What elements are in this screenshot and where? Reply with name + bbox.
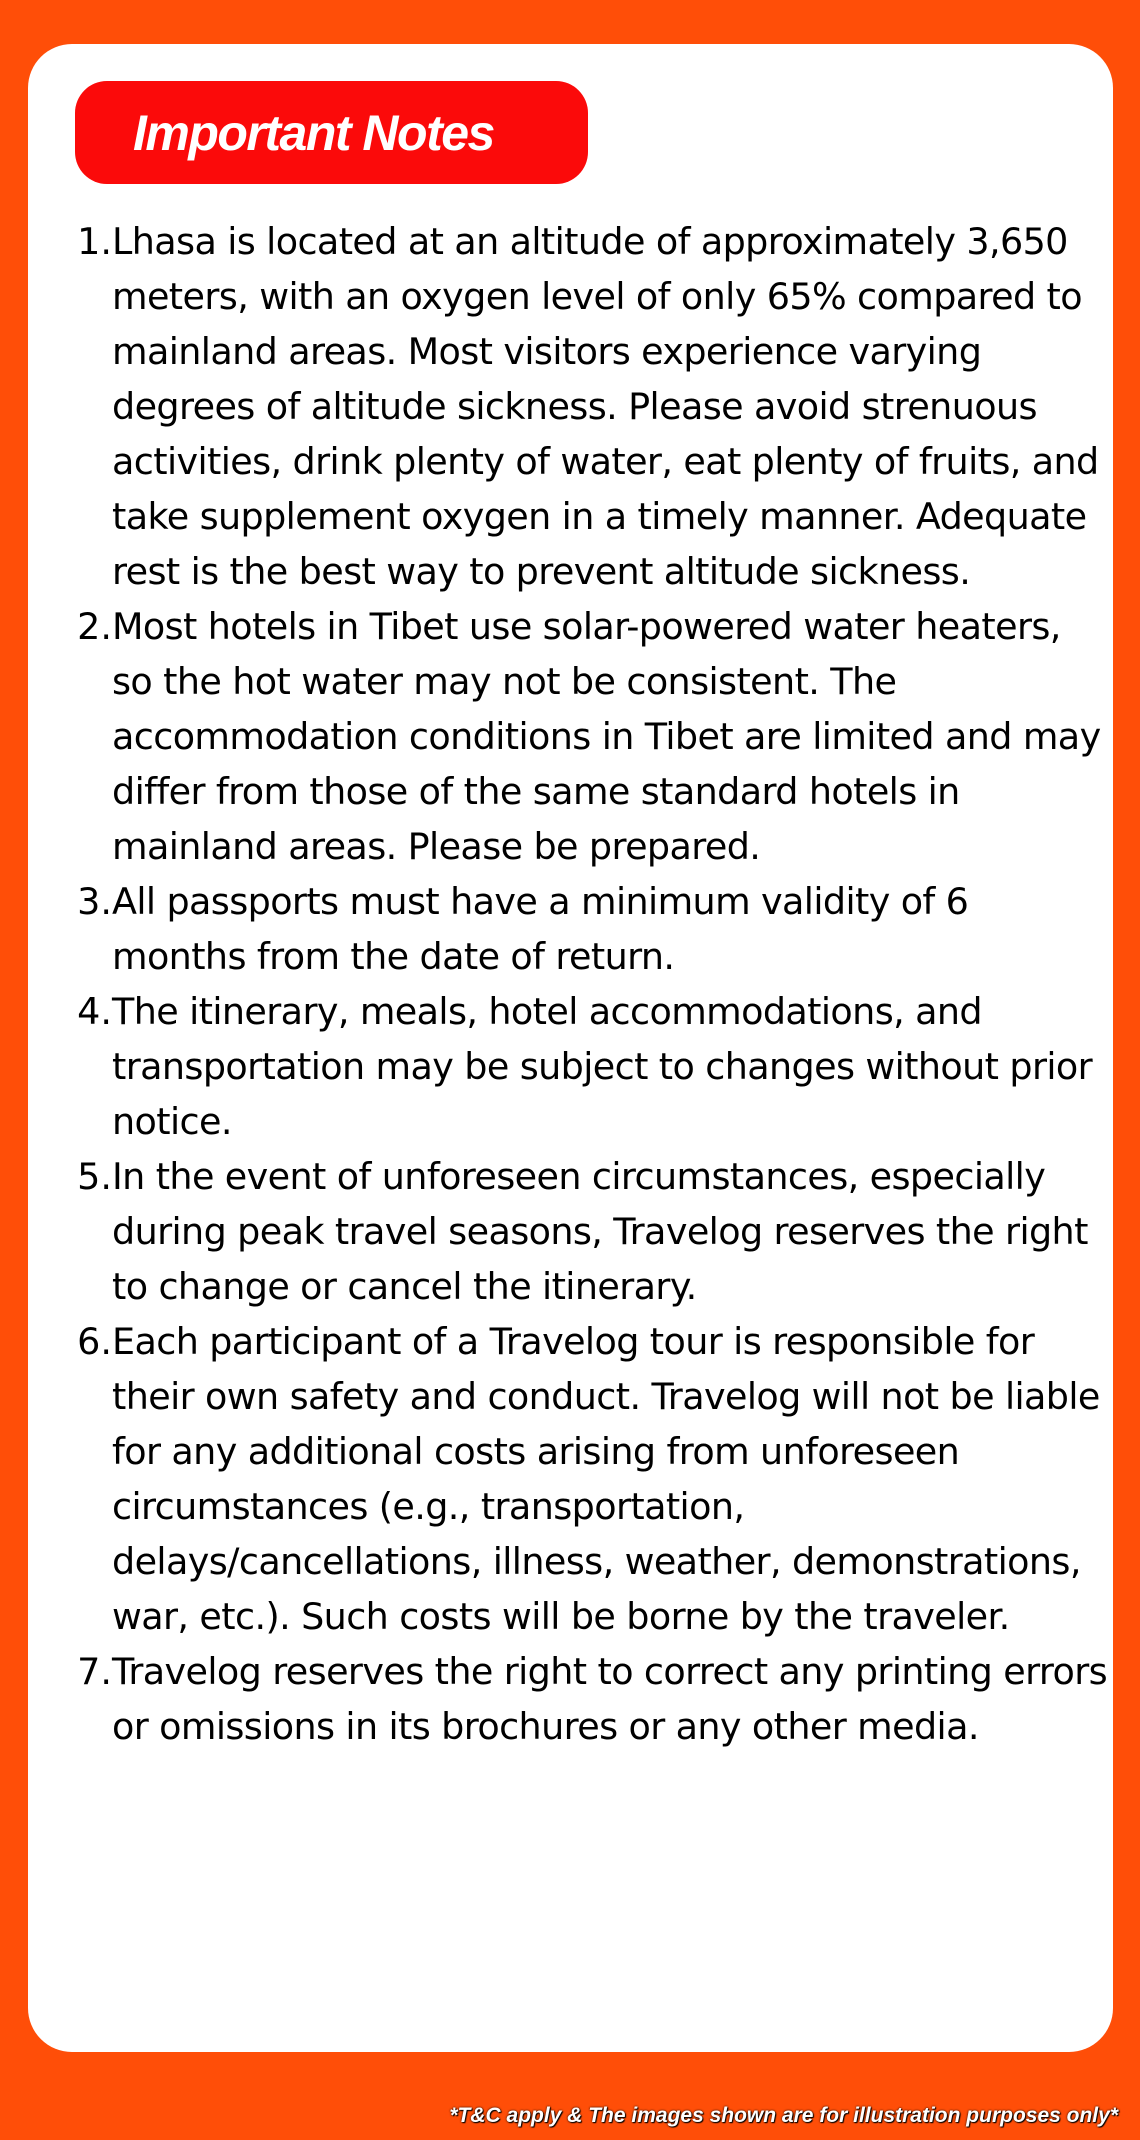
title-banner	[75, 81, 588, 184]
note-number: 3.	[77, 880, 112, 923]
footer-disclaimer: *T&C apply & The images shown are for illustration purposes only*	[449, 2104, 1118, 2127]
note-item-3	[72, 874, 1108, 984]
page-title: Important Notes	[133, 104, 494, 161]
note-text: The itinerary, meals, hotel accommodations, and transportation may be subject to changes without prior notice.	[112, 990, 1093, 1143]
notes-card	[28, 44, 1113, 2052]
note-text: Travelog reserves the right to correct any printing errors or omissions in its brochures or any other media.	[112, 1650, 1108, 1748]
note-item-4	[72, 984, 1108, 1149]
note-text: Lhasa is located at an altitude of approximately 3,650 meters, with an oxygen level of only 65% compared to mainland areas. Most visitors experience varying degrees of altitude sickness. Please avoid strenuous activities, drink plenty of water, eat plenty of fruits, and take supplement oxygen in a timely manner. Adequate rest is the best way to prevent altitude sickness.	[112, 220, 1099, 593]
note-item-7	[72, 1644, 1108, 1754]
note-item-6	[72, 1314, 1108, 1644]
note-text: In the event of unforeseen circumstances, especially during peak travel seasons, Travelog reserves the right to change or cancel the itinerary.	[112, 1155, 1088, 1308]
note-number: 4.	[77, 990, 112, 1033]
note-number: 6.	[77, 1320, 112, 1363]
note-number: 1.	[77, 220, 112, 263]
note-text: Most hotels in Tibet use solar-powered water heaters, so the hot water may not be consistent. The accommodation conditions in Tibet are limited and may differ from those of the same standard hotels in mainland areas. Please be prepared.	[112, 605, 1101, 868]
note-item-1	[72, 214, 1108, 599]
note-number: 5.	[77, 1155, 112, 1198]
note-number: 2.	[77, 605, 112, 648]
note-text: All passports must have a minimum validity of 6 months from the date of return.	[112, 880, 969, 978]
notes-list	[72, 214, 1108, 1754]
note-item-5	[72, 1149, 1108, 1314]
note-item-2	[72, 599, 1108, 874]
note-text: Each participant of a Travelog tour is responsible for their own safety and conduct. Travelog will not be liable for any additional costs arising from unforeseen circumstances (e.g., transportation, delays/cancellations, illness, weather, demonstrations, war, etc.). Such costs will be borne by the traveler.	[112, 1320, 1100, 1638]
note-number: 7.	[77, 1650, 112, 1693]
